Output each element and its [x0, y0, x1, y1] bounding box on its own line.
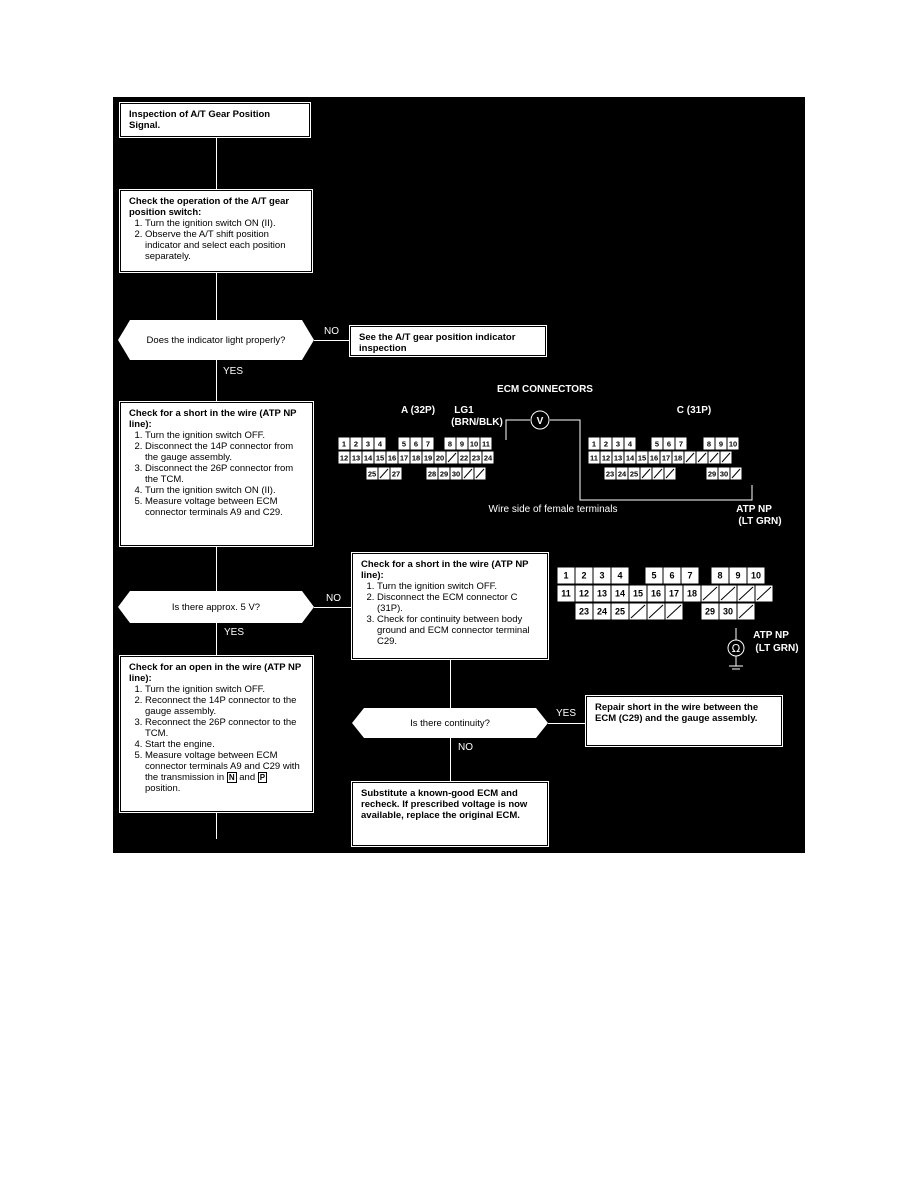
repair-text: Repair short in the wire between the ECM (C29) and the gauge assembly. — [595, 702, 759, 724]
step: 2. Disconnect the 14P connector from the gauge assembly. — [145, 441, 304, 463]
terminal-a-label: 7 — [425, 439, 431, 449]
terminal-c-label: 8 — [706, 439, 712, 449]
terminal-c-label: 17 — [661, 453, 671, 463]
lg1-color-label: (BRN/BLK) — [451, 417, 503, 428]
terminal-c-large-label: 1 — [563, 570, 569, 581]
step: 3. Reconnect the 26P connector to the TCM. — [145, 717, 304, 739]
terminal-c-label: 23 — [605, 469, 615, 479]
no-label: NO — [458, 742, 473, 753]
terminal-c-large-label: 9 — [735, 570, 741, 581]
terminal-c-large-label: 3 — [599, 570, 605, 581]
terminal-c-label: 1 — [591, 439, 597, 449]
terminal-c-label: 24 — [617, 469, 627, 479]
terminal-a-label: 3 — [365, 439, 371, 449]
step: 1. Turn the ignition switch ON (II). — [145, 218, 303, 229]
terminal-a-label: 14 — [363, 453, 373, 463]
terminal-c-label: 15 — [637, 453, 647, 463]
terminal-a-label: 4 — [377, 439, 383, 449]
step: 2. Observe the A/T shift position indicator and select each position separately. — [145, 229, 303, 262]
step5-end: position. — [145, 783, 181, 794]
atp-np-label: ATP NP — [736, 504, 772, 515]
atp-np2-color-label: (LT GRN) — [755, 643, 799, 654]
terminal-c-label: 2 — [603, 439, 609, 449]
terminal-c-large-label: 13 — [596, 588, 608, 599]
terminal-c-label: 10 — [728, 439, 738, 449]
terminal-a-label: 24 — [483, 453, 493, 463]
terminal-c-label: 29 — [707, 469, 717, 479]
terminal-a-label: 2 — [353, 439, 359, 449]
terminal-a-label: 8 — [447, 439, 453, 449]
terminal-c-label: 7 — [678, 439, 684, 449]
terminal-c-large-label: 2 — [581, 570, 587, 581]
connectors-title: ECM CONNECTORS — [497, 384, 593, 395]
terminal-c-label: 9 — [718, 439, 724, 449]
terminal-c-large-label: 25 — [614, 606, 626, 617]
terminal-a-label: 6 — [413, 439, 419, 449]
ohmmeter-letter: Ω — [731, 642, 741, 655]
step: 1. Turn the ignition switch OFF. — [145, 684, 304, 695]
terminal-grids — [338, 437, 773, 620]
terminal-c-large-label: 11 — [561, 588, 571, 599]
terminal-a-label: 12 — [339, 453, 349, 463]
terminal-a-label: 5 — [401, 439, 407, 449]
terminal-c-large-label: 5 — [651, 570, 657, 581]
step5-text: Measure voltage between ECM connector terminals A9 and C29 with the transmission in — [145, 750, 300, 783]
terminal-c-large-label: 23 — [578, 606, 590, 617]
lg1-label: LG1 — [454, 405, 474, 416]
terminal-c-label: 5 — [654, 439, 660, 449]
decision-indicator-text: Does the indicator light properly? — [146, 334, 286, 346]
terminal-c-label: 3 — [615, 439, 621, 449]
continued-label: continued — [191, 840, 244, 854]
step: 1. Turn the ignition switch OFF. — [145, 430, 304, 441]
step: 2. Disconnect the ECM connector C (31P). — [377, 592, 539, 614]
terminal-a-label: 30 — [451, 469, 461, 479]
terminal-c-large-label: 18 — [686, 588, 698, 599]
terminal-a-label: 15 — [375, 453, 385, 463]
yes-label: YES — [223, 366, 244, 377]
terminal-c-label: 12 — [601, 453, 611, 463]
decision-continuity-text: Is there continuity? — [410, 717, 490, 729]
yes-label: YES — [556, 708, 577, 719]
terminal-c-large-label: 29 — [704, 606, 716, 617]
check-switch-heading: Check the operation of the A/T gear position switch: — [129, 196, 290, 218]
terminal-c-large-label: 14 — [614, 588, 626, 599]
step: 3. Disconnect the 26P connector from the TCM. — [145, 463, 304, 485]
step: 4. Turn the ignition switch ON (II). — [145, 485, 304, 496]
terminal-a-label: 27 — [391, 469, 401, 479]
substitute-text: Substitute a known-good ECM and recheck. If prescribed voltage is now available, replace the original ECM. — [361, 788, 528, 821]
step: 2. Reconnect the 14P connector to the gauge assembly. — [145, 695, 304, 717]
step: 3. Check for continuity between body ground and ECM connector terminal C29. — [377, 614, 539, 647]
terminal-c-large-label: 30 — [722, 606, 734, 617]
terminal-c-large-label: 6 — [669, 570, 675, 581]
start-text: Inspection of A/T Gear Position Signal. — [129, 109, 271, 131]
terminal-c-label: 6 — [666, 439, 672, 449]
terminal-c-label: 25 — [629, 469, 639, 479]
terminal-a-label: 19 — [423, 453, 433, 463]
terminal-c-label: 13 — [613, 453, 623, 463]
p-key-icon: P — [259, 773, 266, 782]
no-label: NO — [324, 326, 339, 337]
terminal-c-large-label: 16 — [650, 588, 662, 599]
terminal-a-label: 11 — [482, 439, 490, 449]
terminal-a-label: 25 — [367, 469, 377, 479]
terminal-c-large-label: 4 — [617, 570, 623, 581]
connector-a-label: A (32P) — [400, 405, 436, 416]
terminal-a-label: 28 — [427, 469, 437, 479]
terminal-a-label: 9 — [459, 439, 465, 449]
terminal-c-large-label: 24 — [596, 606, 608, 617]
terminal-a-label: 20 — [435, 453, 445, 463]
step: 4. Start the engine. — [145, 739, 304, 750]
terminal-a-label: 29 — [439, 469, 449, 479]
no-label: NO — [326, 593, 341, 604]
terminal-c-large-label: 12 — [578, 588, 590, 599]
terminal-a-label: 18 — [411, 453, 421, 463]
connector-c-label: C (31P) — [676, 405, 712, 416]
terminal-a-label: 22 — [459, 453, 469, 463]
wire-side-label: Wire side of female terminals — [488, 504, 618, 515]
terminal-c-label: 30 — [719, 469, 729, 479]
terminal-c-label: 16 — [649, 453, 659, 463]
terminal-c-label: 14 — [625, 453, 635, 463]
see-inspection-text: See the A/T gear position indicator inspection — [359, 332, 516, 354]
and-text: and — [239, 772, 256, 783]
n-key-icon: N — [228, 773, 235, 782]
terminal-c-large-label: 7 — [687, 570, 693, 581]
terminal-a-label: 1 — [341, 439, 347, 449]
terminal-c-label: 18 — [673, 453, 683, 463]
probe-wire-a9 — [506, 420, 530, 440]
atp-np-color-label: (LT GRN) — [738, 516, 782, 527]
check-short2-heading: Check for a short in the wire (ATP NP line): — [361, 559, 529, 581]
check-open-heading: Check for an open in the wire (ATP NP line): — [129, 662, 302, 684]
step: 5. Measure voltage between ECM connector terminals A9 and C29. — [145, 496, 304, 518]
terminal-c-large-label: 17 — [668, 588, 680, 599]
check-short-heading: Check for a short in the wire (ATP NP line): — [129, 408, 297, 430]
yes-label: YES — [224, 627, 245, 638]
terminal-c-label: 4 — [627, 439, 633, 449]
voltmeter-letter: V — [536, 416, 544, 427]
terminal-a-label: 16 — [387, 453, 397, 463]
terminal-a-label: 17 — [399, 453, 409, 463]
terminal-a-label: 10 — [469, 439, 479, 449]
terminal-c-large-label: 10 — [750, 570, 762, 581]
terminal-c-label: 11 — [590, 453, 598, 463]
terminal-a-label: 13 — [351, 453, 361, 463]
step: 1. Turn the ignition switch OFF. — [377, 581, 539, 592]
terminal-c-large-label: 8 — [717, 570, 723, 581]
atp-np2-label: ATP NP — [753, 630, 789, 641]
decision-5v-text: Is there approx. 5 V? — [171, 601, 261, 613]
terminal-c-large-label: 15 — [632, 588, 644, 599]
terminal-a-label: 23 — [471, 453, 481, 463]
